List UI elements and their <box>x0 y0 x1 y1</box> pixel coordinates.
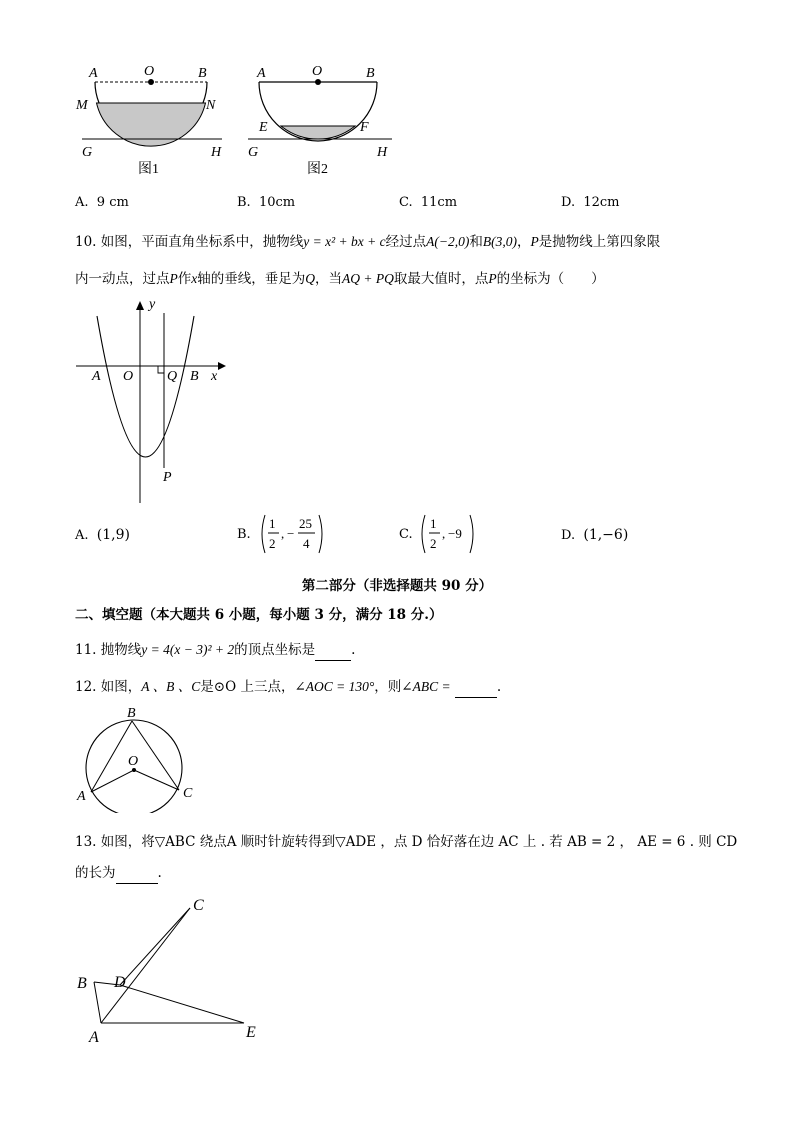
label-O: O <box>144 64 155 79</box>
caption-fig2: 图2 <box>307 162 328 177</box>
q10-parabola-graph <box>70 298 230 510</box>
axis-x-label: x <box>211 369 218 384</box>
label-E: E <box>259 120 268 135</box>
label-O: O <box>312 64 323 79</box>
q9-option-d[interactable]: D. 12cm <box>561 195 620 210</box>
label-O: O <box>128 754 139 769</box>
part2-title: 第二部分（非选择题共 90 分） <box>301 578 493 594</box>
label-M: M <box>76 98 88 113</box>
q10-option-d[interactable]: D. (1,−6) <box>561 527 629 543</box>
point-Q-label: Q <box>167 369 178 384</box>
label-A: A <box>89 66 98 81</box>
q10-line2: 内一动点，过点P作x轴的垂线，垂足为Q，当AQ + PQ取最大值时，点P的坐标为（ ） <box>75 271 605 287</box>
figure-2 <box>240 58 400 188</box>
label-D: D <box>114 974 126 991</box>
label-H: H <box>211 145 222 160</box>
svg-text:25: 25 <box>299 516 312 531</box>
svg-text:2: 2 <box>269 536 276 551</box>
q9-option-a[interactable]: A. 9 cm <box>75 195 129 210</box>
svg-text:2: 2 <box>430 536 437 551</box>
label-B: B <box>127 706 136 721</box>
label-B: B <box>366 66 375 81</box>
point-A-label: A <box>92 369 101 384</box>
svg-text:−9: −9 <box>448 526 462 541</box>
q11-answer-blank[interactable] <box>315 640 351 661</box>
svg-text:4: 4 <box>303 536 310 551</box>
q13-rotation-figure <box>70 890 280 1050</box>
q10-line1: 10. 如图，平面直角坐标系中，抛物线y = x² + bx + c经过点A(−2,0)和B(3,0)，P是抛物线上第四象限 <box>75 234 661 250</box>
q12: 12. 如图，A 、B 、C是⊙O 上三点，∠AOC = 130°，则∠ABC = . <box>75 677 501 698</box>
label-A: A <box>89 1029 99 1046</box>
label-G: G <box>248 145 259 160</box>
q13-line2: 的长为 . <box>75 863 162 884</box>
q9-option-c[interactable]: C. 11cm <box>399 195 458 210</box>
point-B-label: B <box>190 369 199 384</box>
label-G: G <box>82 145 93 160</box>
point-P-label: P <box>163 470 172 485</box>
label-A: A <box>257 66 266 81</box>
q9-option-b[interactable]: B. 10cm <box>237 195 296 210</box>
svg-text:,: , <box>281 526 285 541</box>
svg-text:1: 1 <box>269 516 276 531</box>
label-B: B <box>198 66 207 81</box>
origin-label: O <box>123 369 134 384</box>
svg-text:−: − <box>287 526 295 541</box>
label-H: H <box>377 145 388 160</box>
label-E: E <box>246 1024 256 1041</box>
caption-fig1: 图1 <box>138 162 159 177</box>
axis-y-label: y <box>149 298 156 312</box>
label-F: F <box>360 120 369 135</box>
q12-answer-blank[interactable] <box>455 677 497 698</box>
svg-text:1: 1 <box>430 516 437 531</box>
label-C: C <box>193 897 204 914</box>
q12-circle-figure <box>75 703 205 813</box>
q13-line1: 13. 如图，将▽ABC 绕点A 顺时针旋转得到▽ADE ，点 D 恰好落在边 AC 上 . 若 AB = 2 ， AE = 6 . 则 CD <box>75 834 738 850</box>
svg-text:,: , <box>442 526 446 541</box>
q10-option-a[interactable]: A. (1,9) <box>75 527 130 543</box>
figure-1 <box>70 58 230 188</box>
label-N: N <box>206 98 216 113</box>
label-C: C <box>183 786 193 801</box>
q11: 11. 抛物线y = 4(x − 3)² + 2的顶点坐标是 . <box>75 640 355 661</box>
label-B: B <box>77 975 87 992</box>
section2-title: 二、填空题（本大题共 6 小题，每小题 3 分，满分 18 分.） <box>75 607 443 623</box>
label-A: A <box>77 789 86 804</box>
q13-answer-blank[interactable] <box>116 863 158 884</box>
